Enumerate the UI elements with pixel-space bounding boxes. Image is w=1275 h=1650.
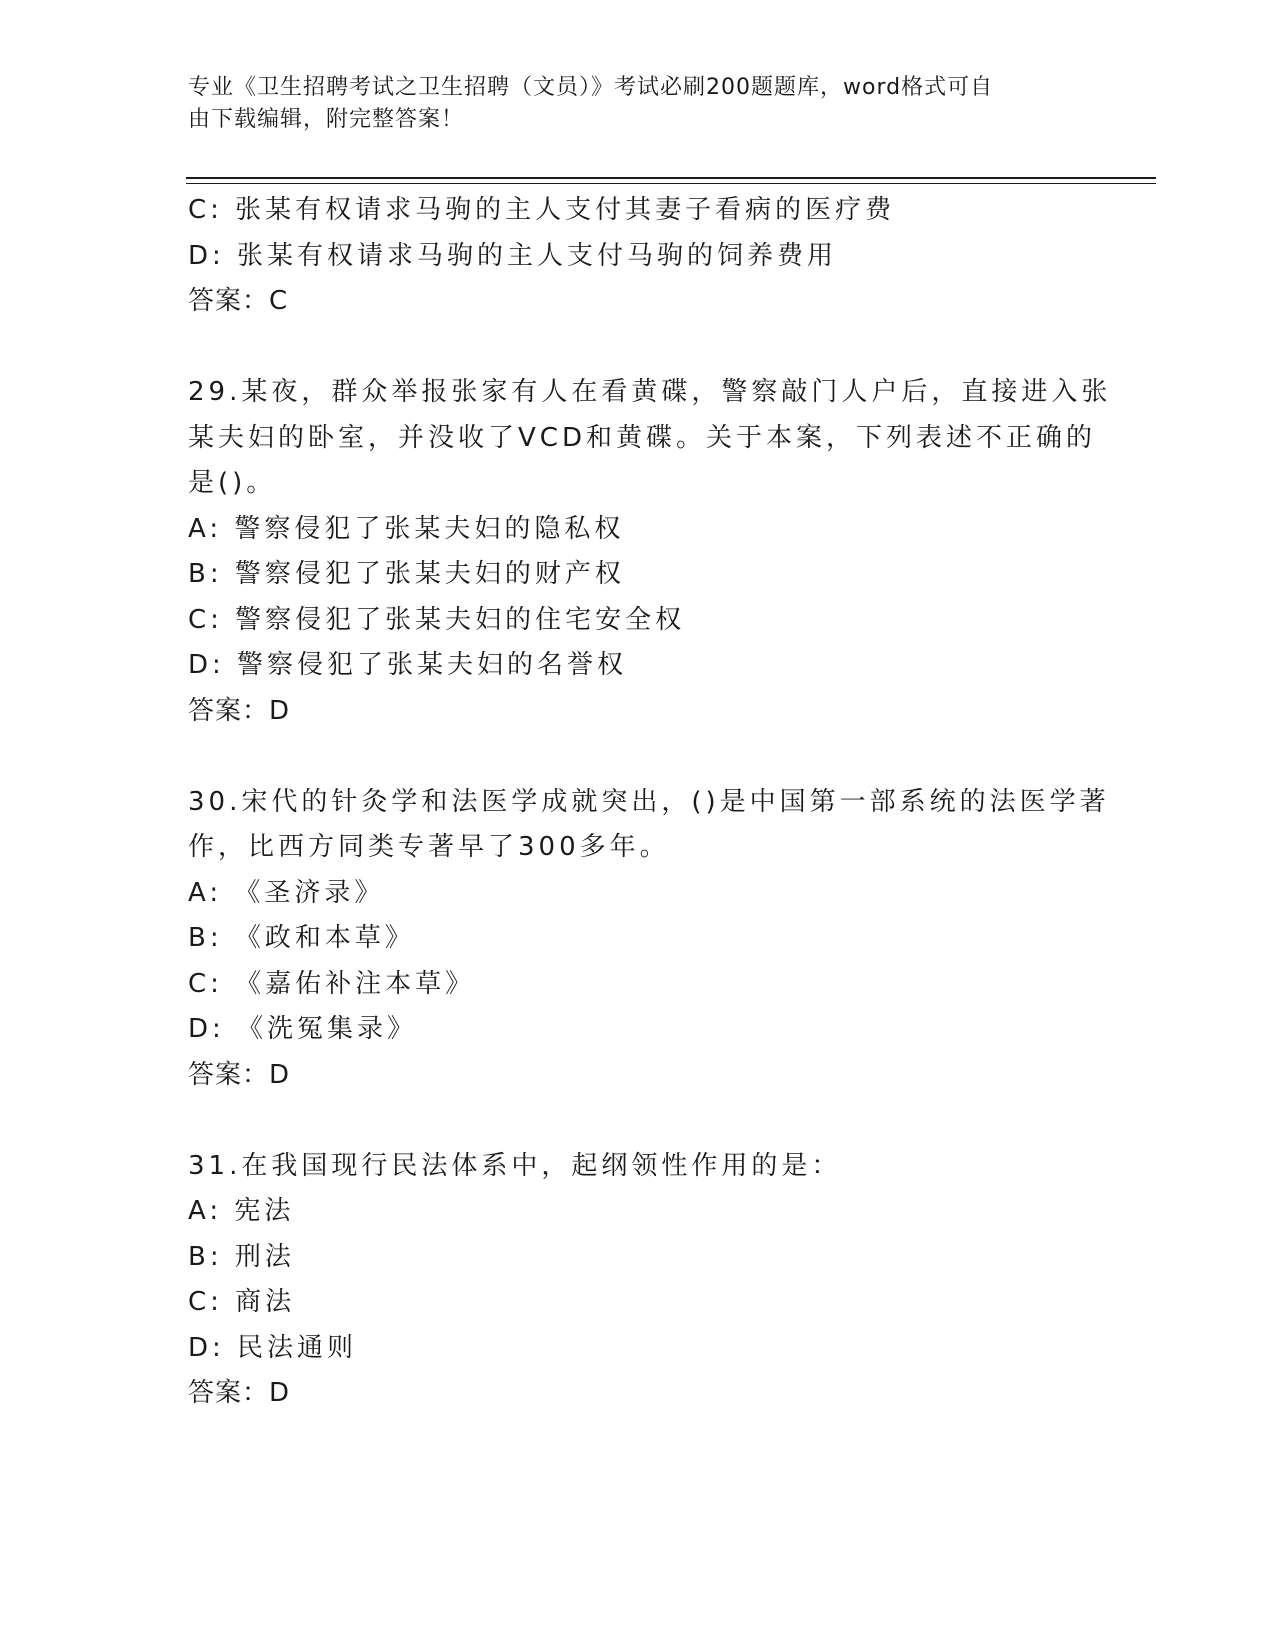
answer-line: 答案：D [188,695,291,726]
answer-line: 答案：C [188,286,289,316]
document-header [188,72,1068,136]
option-d: D: 民法通则 [188,1332,358,1363]
spacer [188,734,1088,780]
option-b: B: 警察侵犯了张某夫妇的财产权 [188,559,625,589]
option-b: B: 《政和本草》 [188,923,415,953]
option-a: A: 警察侵犯了张某夫妇的隐私权 [188,513,625,544]
question-body [188,188,1112,1417]
option-c: C: 商法 [188,1287,296,1317]
question-title-line: 是()。 [188,468,277,498]
option-d: D: 张某有权请求马驹的主人支付马驹的饲养费用 [188,240,838,271]
header-divider-thin [186,183,1156,184]
header-line-1: 专业《卫生招聘考试之卫生招聘（文员）》考试必刷200题题库，word格式可自 [188,75,994,100]
question-28-continuation [188,188,1088,325]
option-c: C: 张某有权请求马驹的主人支付其妻子看病的医疗费 [188,195,896,225]
answer-line: 答案：D [188,1059,291,1090]
question-title-line: 31.在我国现行民法体系中，起纲领性作用的是： [188,1150,842,1181]
option-a: A: 宪法 [188,1196,295,1226]
option-a: A: 《圣济录》 [188,877,385,908]
header-line-2: 由下载编辑，附完整答案！ [188,107,465,132]
question-title-line: 作，比西方同类专著早了300多年。 [188,832,670,862]
spacer [188,1098,1088,1144]
question-title-line: 29.某夜，群众举报张家有人在看黄碟，警察敲门人户后，直接进入张 [188,377,1112,407]
option-d: D: 警察侵犯了张某夫妇的名誉权 [188,650,628,680]
option-b: B: 刑法 [188,1241,295,1272]
question-31 [188,1144,1088,1417]
question-29 [188,370,1112,734]
question-title-line: 30.宋代的针灸学和法医学成就突出，()是中国第一部系统的法医学著 [188,786,1110,817]
option-c: C: 《嘉佑补注本草》 [188,968,476,999]
option-d: D: 《洗冤集录》 [188,1014,418,1044]
question-30 [188,780,1110,1099]
question-title-line: 某夫妇的卧室，并没收了VCD和黄碟。关于本案，下列表述不正确的 [188,422,1096,453]
option-c: C: 警察侵犯了张某夫妇的住宅安全权 [188,604,686,635]
answer-line: 答案：D [188,1378,291,1408]
spacer [188,325,1088,371]
header-divider-thick [186,177,1156,179]
